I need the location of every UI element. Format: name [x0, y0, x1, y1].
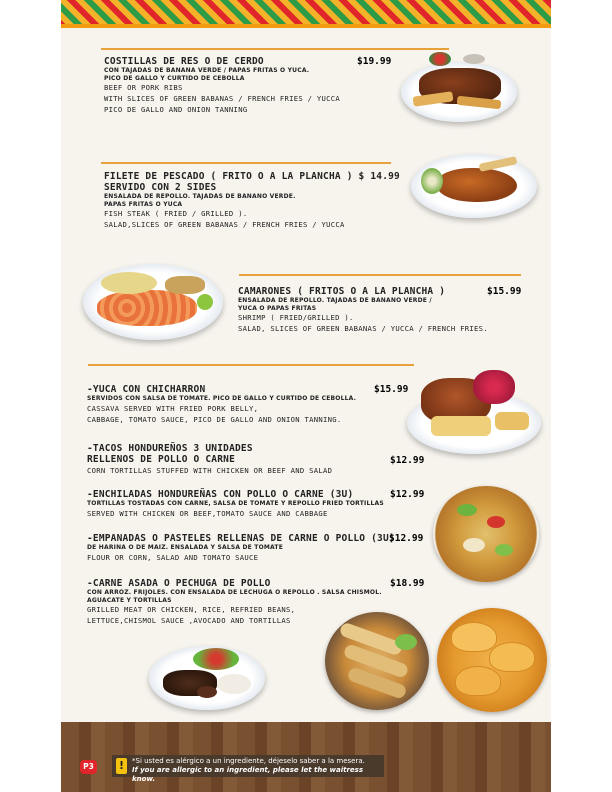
- item-desc-en: WITH SLICES OF GREEN BABANAS / FRENCH FRIES / YUCCA: [104, 94, 340, 103]
- page-number-badge: P3: [80, 760, 97, 774]
- menu-item-enchiladas: [87, 489, 384, 519]
- item-price: $19.99: [357, 56, 392, 67]
- item-desc-en: PICO DE GALLO AND ONION TANNING: [104, 105, 248, 114]
- section-divider: [239, 274, 521, 276]
- menu-page: [61, 0, 551, 792]
- dish-photo-empanadas: [437, 608, 547, 712]
- item-desc-es: AGUACATE Y TORTILLAS: [87, 596, 172, 604]
- item-desc-en: CABBAGE, TOMATO SAUCE, PICO DE GALLO AND ONION TANNING.: [87, 414, 342, 424]
- item-desc-en: SHRIMP ( FRIED/GRILLED ).: [238, 313, 354, 322]
- item-desc-en: CASSAVA SERVED WITH FRIED PORK BELLY,: [87, 403, 259, 413]
- warning-icon: !: [116, 758, 127, 774]
- item-desc-en: BEEF OR PORK RIBS: [104, 83, 183, 92]
- dish-photo-ribs: [397, 48, 521, 126]
- dish-photo-shrimp: [81, 260, 225, 342]
- menu-item-tacos: [87, 443, 332, 476]
- item-name-subtitle: RELLENOS DE POLLO O CARNE: [87, 454, 235, 465]
- item-price: $15.99: [374, 384, 409, 395]
- item-desc-es: ENSALADA DE REPOLLO. TAJADAS DE BANANO VERDE.: [104, 193, 296, 200]
- item-price: $12.99: [390, 489, 425, 500]
- item-price: $15.99: [487, 286, 522, 297]
- item-desc-en: SERVED WITH CHICKEN OR BEEF,TOMATO SAUCE AND CABBAGE: [87, 508, 328, 518]
- allergy-notice-es: *Si usted es alérgico a un ingrediente, déjeselo saber a la mesera.: [132, 757, 365, 765]
- item-name: -EMPANADAS O PASTELES RELLENAS DE CARNE O POLLO (3U): [87, 533, 395, 544]
- item-desc-es: CON TAJADAS DE BANANA VERDE / PAPAS FRITAS O YUCA.: [104, 67, 310, 74]
- item-desc-en: CORN TORTILLAS STUFFED WITH CHICKEN OR BEEF AND SALAD: [87, 466, 333, 475]
- item-desc-es: SERVIDOS CON SALSA DE TOMATE. PICO DE GALLO Y CURTIDO DE CEBOLLA.: [87, 395, 357, 402]
- dish-photo-carne-asada: [147, 640, 267, 714]
- item-price: $18.99: [390, 578, 425, 589]
- menu-item-empanadas: [87, 533, 395, 563]
- item-desc-es: PICO DE GALLO Y CURTIDO DE CEBOLLA: [104, 74, 245, 82]
- dish-photo-fish: [407, 150, 541, 222]
- item-name: -ENCHILADAS HONDUREÑAS CON POLLO O CARNE (3U): [87, 489, 354, 500]
- allergy-notice: [112, 755, 384, 783]
- dish-photo-tacos: [325, 612, 429, 710]
- item-price: $12.99: [389, 533, 424, 544]
- dish-photo-enchiladas: [433, 486, 539, 582]
- item-desc-en: SALAD, SLICES OF GREEN BABANAS / YUCCA / FRENCH FRIES.: [238, 324, 488, 333]
- item-desc-es: PAPAS FRITAS O YUCA: [104, 200, 183, 208]
- item-desc-es: CON ARROZ. FRIJOLES. CON ENSALADA DE LECHUGA O REPOLLO . SALSA CHISMOL.: [87, 589, 382, 596]
- item-desc-en: GRILLED MEAT OR CHICKEN, RICE, REFRIED BEANS,: [87, 605, 296, 614]
- item-desc-en: FLOUR OR CORN, SALAD AND TOMATO SAUCE: [87, 552, 259, 562]
- menu-item-costillas: [104, 56, 340, 115]
- item-name-subtitle: SERVIDO CON 2 SIDES: [104, 182, 217, 193]
- dish-photo-yuca: [403, 364, 545, 460]
- menu-item-carne-asada: [87, 578, 382, 626]
- item-desc-en: FISH STEAK ( FRIED / GRILLED ).: [104, 209, 248, 218]
- item-name: -TACOS HONDUREÑOS 3 UNIDADES: [87, 443, 253, 454]
- item-desc-en: SALAD,SLICES OF GREEN BABANAS / FRENCH FRIES / YUCCA: [104, 220, 345, 229]
- menu-item-filete-pescado: [104, 171, 400, 230]
- item-desc-es: YUCA O PAPAS FRITAS: [238, 304, 317, 312]
- item-desc-es: TORTILLAS TOSTADAS CON CARNE, SALSA DE TOMATE Y REPOLLO FRIED TORTILLAS: [87, 500, 384, 507]
- item-price: $12.99: [390, 455, 425, 466]
- item-name: COSTILLAS DE RES O DE CERDO: [104, 56, 264, 67]
- item-desc-es: DE HARINA O DE MAIZ. ENSALADA Y SALSA DE TOMATE: [87, 544, 284, 551]
- decorative-top-band: [61, 0, 551, 28]
- section-divider: [88, 364, 414, 366]
- item-desc-es: ENSALADA DE REPOLLO. TAJADAS DE BANANO VERDE /: [238, 297, 432, 304]
- menu-item-yuca-chicharron: [87, 384, 356, 425]
- item-name: FILETE DE PESCADO ( FRITO O A LA PLANCHA ) $ 14.99: [104, 171, 400, 182]
- menu-item-camarones: [238, 286, 488, 334]
- item-name: -YUCA CON CHICHARRON: [87, 384, 206, 395]
- item-name: CAMARONES ( FRITOS O A LA PLANCHA ): [238, 286, 446, 297]
- item-name: -CARNE ASADA O PECHUGA DE POLLO: [87, 578, 271, 589]
- section-divider: [101, 162, 391, 164]
- allergy-notice-en: If you are allergic to an ingredient, please let the waitress know.: [132, 766, 364, 783]
- item-desc-en: LETTUCE,CHISMOL SAUCE ,AVOCADO AND TORTILLAS: [87, 616, 291, 625]
